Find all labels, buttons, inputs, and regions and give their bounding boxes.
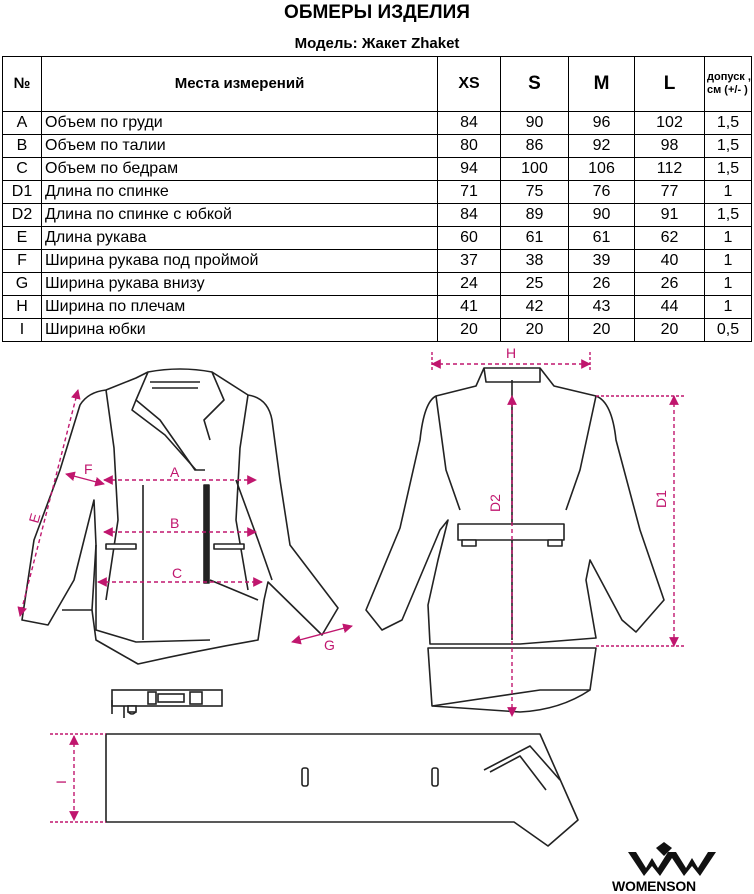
cell-xs: 71	[438, 181, 501, 204]
cell-xs: 80	[438, 135, 501, 158]
row-code: A	[3, 112, 42, 135]
cell-s: 86	[501, 135, 569, 158]
belt-drawing	[112, 690, 222, 718]
cell-l: 40	[635, 250, 705, 273]
cell-s: 25	[501, 273, 569, 296]
cell-tolerance: 0,5	[705, 319, 752, 342]
cell-l: 91	[635, 204, 705, 227]
model-subtitle: Модель: Жакет Zhaket	[294, 35, 460, 52]
label-i: I	[53, 780, 69, 784]
row-measurement-name: Длина по спинке	[42, 181, 438, 204]
label-d1: D1	[653, 490, 669, 508]
cell-tolerance: 1	[705, 181, 752, 204]
cell-s: 61	[501, 227, 569, 250]
cell-l: 102	[635, 112, 705, 135]
cell-xs: 20	[438, 319, 501, 342]
cell-s: 75	[501, 181, 569, 204]
cell-l: 20	[635, 319, 705, 342]
row-code: G	[3, 273, 42, 296]
cell-tolerance: 1,5	[705, 112, 752, 135]
cell-s: 42	[501, 296, 569, 319]
label-f: F	[84, 461, 93, 477]
label-d2: D2	[487, 494, 503, 512]
cell-xs: 84	[438, 204, 501, 227]
cell-m: 76	[569, 181, 635, 204]
back-jacket-drawing	[366, 368, 664, 712]
cell-l: 26	[635, 273, 705, 296]
cell-m: 43	[569, 296, 635, 319]
cell-l: 98	[635, 135, 705, 158]
header-l: L	[635, 57, 705, 112]
row-measurement-name: Длина рукава	[42, 227, 438, 250]
label-g: G	[324, 637, 335, 653]
label-b: B	[170, 515, 180, 531]
row-code: H	[3, 296, 42, 319]
cell-xs: 94	[438, 158, 501, 181]
header-no: №	[3, 57, 42, 112]
cell-tolerance: 1,5	[705, 135, 752, 158]
row-measurement-name: Длина по спинке с юбкой	[42, 204, 438, 227]
label-e: E	[25, 511, 44, 525]
row-code: B	[3, 135, 42, 158]
row-measurement-name: Ширина рукава внизу	[42, 273, 438, 296]
row-code: F	[3, 250, 42, 273]
header-s: S	[501, 57, 569, 112]
front-jacket-drawing	[22, 369, 338, 664]
cell-m: 39	[569, 250, 635, 273]
cell-m: 20	[569, 319, 635, 342]
label-c: C	[172, 565, 183, 581]
row-code: D2	[3, 204, 42, 227]
cell-s: 89	[501, 204, 569, 227]
cell-tolerance: 1	[705, 227, 752, 250]
cell-m: 26	[569, 273, 635, 296]
row-measurement-name: Ширина рукава под проймой	[42, 250, 438, 273]
cell-tolerance: 1	[705, 250, 752, 273]
cell-s: 38	[501, 250, 569, 273]
womenson-logo-icon	[628, 842, 716, 876]
cell-m: 61	[569, 227, 635, 250]
row-code: D1	[3, 181, 42, 204]
row-code: C	[3, 158, 42, 181]
row-measurement-name: Ширина по плечам	[42, 296, 438, 319]
brand-name: WOMENSON	[612, 878, 696, 894]
row-code: I	[3, 319, 42, 342]
cell-m: 96	[569, 112, 635, 135]
label-a: A	[170, 464, 180, 480]
cell-xs: 84	[438, 112, 501, 135]
header-m: M	[569, 57, 635, 112]
cell-tolerance: 1	[705, 273, 752, 296]
header-tolerance: допуск , см (+/- )	[705, 57, 752, 112]
cell-s: 90	[501, 112, 569, 135]
cell-l: 112	[635, 158, 705, 181]
cell-tolerance: 1,5	[705, 158, 752, 181]
header-place: Места измерений	[42, 57, 438, 112]
cell-xs: 41	[438, 296, 501, 319]
cell-tolerance: 1	[705, 296, 752, 319]
cell-m: 106	[569, 158, 635, 181]
skirt-drawing	[106, 734, 578, 846]
cell-s: 20	[501, 319, 569, 342]
cell-m: 92	[569, 135, 635, 158]
row-measurement-name: Объем по груди	[42, 112, 438, 135]
row-code: E	[3, 227, 42, 250]
page-title: ОБМЕРЫ ИЗДЕЛИЯ	[284, 2, 470, 23]
header-xs: XS	[438, 57, 501, 112]
cell-l: 62	[635, 227, 705, 250]
row-measurement-name: Объем по бедрам	[42, 158, 438, 181]
row-measurement-name: Объем по талии	[42, 135, 438, 158]
row-measurement-name: Ширина юбки	[42, 319, 438, 342]
cell-m: 90	[569, 204, 635, 227]
cell-xs: 37	[438, 250, 501, 273]
cell-l: 77	[635, 181, 705, 204]
cell-xs: 60	[438, 227, 501, 250]
cell-s: 100	[501, 158, 569, 181]
cell-xs: 24	[438, 273, 501, 296]
cell-l: 44	[635, 296, 705, 319]
cell-tolerance: 1,5	[705, 204, 752, 227]
label-h: H	[506, 345, 517, 361]
